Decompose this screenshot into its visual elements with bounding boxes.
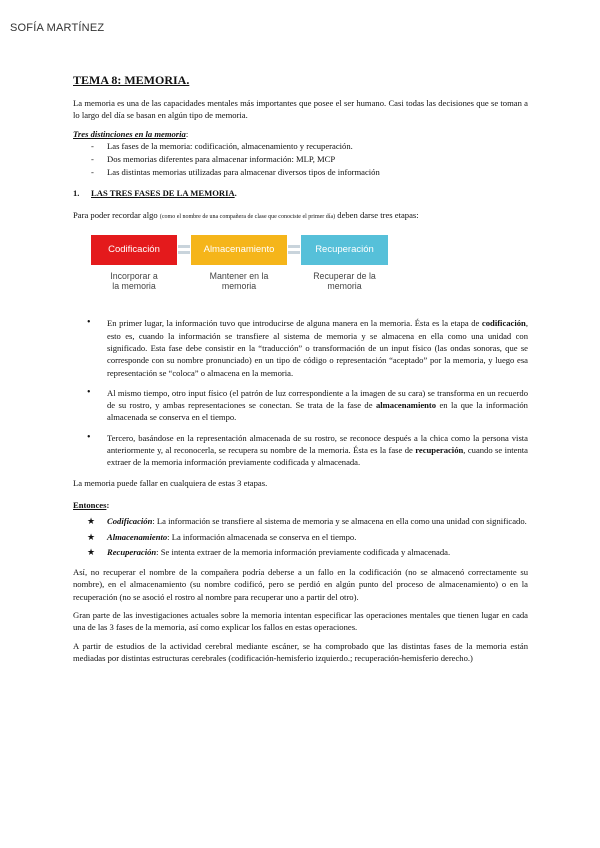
list-item (73, 432, 528, 469)
entonces-heading (73, 499, 528, 511)
phase-box-codificacion: Codificación (91, 235, 177, 265)
bullet-text: , esto es, cuando la información se transfiere al sistema de memoria y se almacena en ella como una unidad con significado. Esta fase debe consistir en la “traducción” o transformación de un input físico (las ondas sonoras, que se corresponde con su nombre pronunciado) en un tipo de código o representación “aceptado” por la memoria, y luego esa representación se “coloca” o almacena en la memoria. (107, 318, 528, 378)
bullet-term: almacenamiento (375, 400, 437, 411)
caption-line: Recuperar de la (313, 271, 376, 282)
phases-diagram (73, 235, 528, 305)
list-item (73, 317, 528, 378)
distinctions-heading (73, 128, 528, 140)
list-item: - Las distintas memorias utilizadas para almacenar diversos tipos de información (73, 166, 528, 178)
phases-intro-before: Para poder recordar algo (73, 210, 160, 221)
phase-caption-codificacion (91, 271, 177, 291)
distinctions-heading-colon: : (185, 128, 189, 139)
bullet-text: Tercero, basándose en la representación almacenada de su rostro, se reconoce después a la chica como la persona vista anteriormente y, al reconocerla, se recupera su nombre de la memoria. Ésta es la fase de (107, 432, 528, 456)
bullet-text: en la que la información almacenada se conserva en el tiempo. (107, 400, 528, 423)
paragraph: Gran parte de las investigaciones actuales sobre la memoria intentan especificar las operaciones mentales que tienen lugar en cada una de las 3 fases de la memoria, así como explicar los fallos en estas operaciones. (73, 610, 528, 633)
distinctions-list (73, 140, 528, 179)
intro-paragraph: La memoria es una de las capacidades mentales más importantes que posee el ser humano. Casi todas las decisiones que se toman a lo largo del día se basan en algún tipo de memoria. (73, 98, 528, 121)
star-text: : La información almacenada se conserva en el tiempo. (167, 531, 357, 542)
caption-line: memoria (327, 281, 362, 292)
star-term: Almacenamiento (107, 531, 168, 542)
fail-paragraph: La memoria puede fallar en cualquiera de estas 3 etapas. (73, 477, 268, 488)
phase-box-almacenamiento: Almacenamiento (191, 235, 287, 265)
entonces-text: Entonces (73, 499, 107, 510)
star-text: : Se intenta extraer de la memoria información previamente codificada y almacenada. (156, 546, 451, 557)
section-number: 1. (73, 187, 80, 198)
section-title: LAS TRES FASES DE LA MEMORIA (91, 187, 235, 198)
section-period: . (234, 187, 237, 198)
bullet-term: recuperación (415, 445, 464, 456)
caption-line: Incorporar a (110, 271, 158, 282)
phases-intro (73, 209, 528, 223)
caption-line: la memoria (112, 281, 156, 292)
star-term: Codificación (107, 516, 153, 527)
summary-list (73, 515, 528, 558)
caption-line: Mantener en la (209, 271, 269, 282)
paragraph: A partir de estudios de la actividad cerebral mediante escáner, se ha comprobado que las distintas fases de la memoria están mediadas por distintas estructuras cerebrales (codificación-hemisferio izquierdo.; recuperación-hemisferio derecho.) (73, 640, 528, 663)
star-term: Recuperación (107, 546, 157, 557)
list-item (73, 387, 528, 424)
list-item: - Dos memorias diferentes para almacenar información: MLP, MCP (73, 153, 528, 165)
paragraph: Así, no recuperar el nombre de la compañera podría deberse a un fallo en la codificación (no se almacenó correctamente su nombre), en el almacenamiento (su nombre codificó, pero se perdió en algún punto del proceso de almacenamiento) o en la recuperación (no se asoció el rostro al nombre para recuperar uno a partir del otro). (73, 567, 528, 602)
equals-icon (288, 243, 300, 257)
distinctions-heading-text: Tres distinciones en la memoria (73, 128, 186, 139)
phase-caption-almacenamiento (191, 271, 287, 291)
list-item: - Las fases de la memoria: codificación, almacenamiento y recuperación. (73, 140, 528, 152)
section-heading (73, 187, 528, 199)
document-body (73, 73, 528, 670)
caption-line: memoria (221, 281, 257, 292)
equals-icon (178, 243, 190, 257)
bullet-term: codificación (481, 318, 526, 329)
author-name: SOFÍA MARTÍNEZ (10, 22, 105, 34)
bullet-text: En primer lugar, la información tuvo que introducirse de alguna manera en la memoria. Ésta es la etapa de (107, 318, 482, 329)
phase-caption-recuperacion (301, 271, 388, 291)
phases-explanation-list (73, 317, 528, 468)
list-item (73, 531, 528, 543)
list-item (73, 515, 528, 527)
bullet-text: , cuando se intenta extraer de la memoria información previamente codificada y almacenada. (107, 445, 528, 468)
page-title: TEMA 8: MEMORIA. (73, 73, 190, 87)
phases-intro-after: deben darse tres etapas: (335, 210, 419, 221)
bullet-text: Al mismo tiempo, otro input físico (el patrón de luz correspondiente a la imagen de su cara) se transforma en un recuerdo de su rostro, y ambas representaciones se conectan. Se trata de la fase de (107, 387, 528, 411)
phase-box-recuperacion: Recuperación (301, 235, 388, 265)
phases-intro-note: (como el nombre de una compañera de clase que conociste el primer día) (159, 214, 336, 221)
list-item (73, 546, 528, 558)
entonces-colon: : (106, 499, 110, 510)
star-text: : La información se transfiere al sistema de memoria y se almacena en ella como una unidad con significado. (152, 516, 527, 527)
